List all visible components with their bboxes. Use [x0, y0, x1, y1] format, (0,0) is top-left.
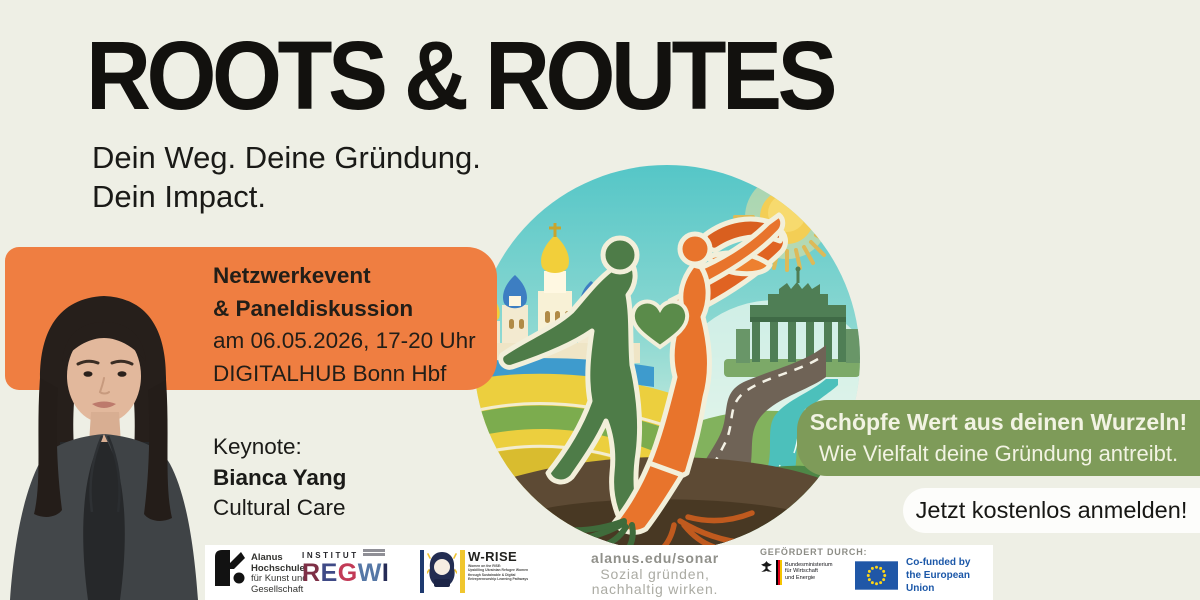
wrise-sub-3: through Sustainable & Digital: [468, 572, 516, 577]
sonar-line-2: Sozial gründen,: [600, 565, 710, 582]
federal-eagle-icon: [760, 560, 773, 574]
roots-routes-illustration-icon: [474, 165, 860, 551]
alanus-sub-2: Gesellschaft: [251, 583, 304, 595]
ministry-line-3: und Energie: [785, 574, 816, 581]
sonar-url: alanus.edu/sonar: [591, 550, 719, 566]
sonar-line-3: nachhaltig wirken.: [591, 581, 719, 597]
subtitle-line-1: Dein Weg. Deine Gründung.: [92, 140, 481, 175]
sonar-tagline: [565, 551, 745, 598]
funding-block: [760, 547, 867, 585]
institut-regwi-logo: [302, 549, 389, 586]
w-rise-logo: [420, 550, 528, 593]
eu-cofunded-line-1: Co-funded by: [906, 557, 971, 568]
hero-illustration: [474, 165, 860, 551]
tricolor-bar-icon: [776, 560, 782, 585]
regwi-institut-label: INSTITUT: [302, 551, 359, 560]
wrise-woman-icon: [427, 550, 457, 588]
alanus-sub-1: für Kunst und: [251, 573, 308, 584]
alanus-name-1: Alanus: [251, 552, 283, 563]
wrise-sub-4: Entrepreneurship Learning Pathways: [468, 577, 529, 582]
value-banner-line-2: Wie Vielfalt deine Gründung antreibt.: [818, 441, 1179, 466]
value-banner-line-1: Schöpfe Wert aus deinen Wurzeln!: [809, 409, 1188, 435]
wrise-sub-1: Women on the RISE:: [468, 564, 502, 568]
eu-cofunded-logo: [855, 556, 993, 595]
alanus-hochschule-logo: [215, 550, 308, 595]
bmwi-logo: [760, 560, 867, 585]
keynote-block: [213, 432, 346, 524]
event-type-line-2: & Paneldiskussion: [213, 295, 414, 321]
speaker-photo: [0, 292, 206, 600]
keynote-label: Keynote:: [213, 434, 302, 459]
event-type-line-1: Netzwerkevent: [213, 263, 371, 288]
page-title: ROOTS & ROUTES: [86, 22, 834, 131]
partner-logo-bar: [205, 545, 993, 600]
page-subtitle: [92, 138, 481, 216]
speaker-portrait-icon: [0, 292, 206, 600]
regwi-wordmark: REGWI: [302, 559, 390, 587]
wrise-wordmark: W-RISE: [468, 549, 518, 564]
eu-flag-icon: [855, 560, 898, 591]
event-date-time: am 06.05.2026, 17-20 Uhr: [213, 328, 476, 353]
wrise-sub-2: Upskilling Ukrainian Refugee Women: [468, 568, 529, 573]
subtitle-line-2: Dein Impact.: [92, 179, 267, 214]
value-proposition-banner: [797, 400, 1200, 476]
alanus-mark-icon: [215, 550, 245, 587]
wrise-yellow-bar: [460, 550, 465, 593]
keynote-speaker-name: Bianca Yang: [213, 464, 347, 490]
alanus-name-2: Hochschule: [251, 562, 305, 574]
register-button[interactable]: Jetzt kostenlos anmelden!: [903, 488, 1200, 533]
keynote-speaker-org: Cultural Care: [213, 495, 346, 520]
regwi-subtext-bars: [363, 549, 385, 557]
event-location: DIGITALHUB Bonn Hbf: [213, 360, 447, 386]
ministry-line-2: für Wirtschaft: [785, 568, 818, 575]
funded-by-label: GEFÖRDERT DURCH:: [760, 547, 868, 557]
wrise-blue-bar: [420, 550, 424, 593]
ministry-line-1: Bundesministerium: [785, 562, 833, 568]
eu-cofunded-line-2: the European Union: [906, 570, 970, 594]
